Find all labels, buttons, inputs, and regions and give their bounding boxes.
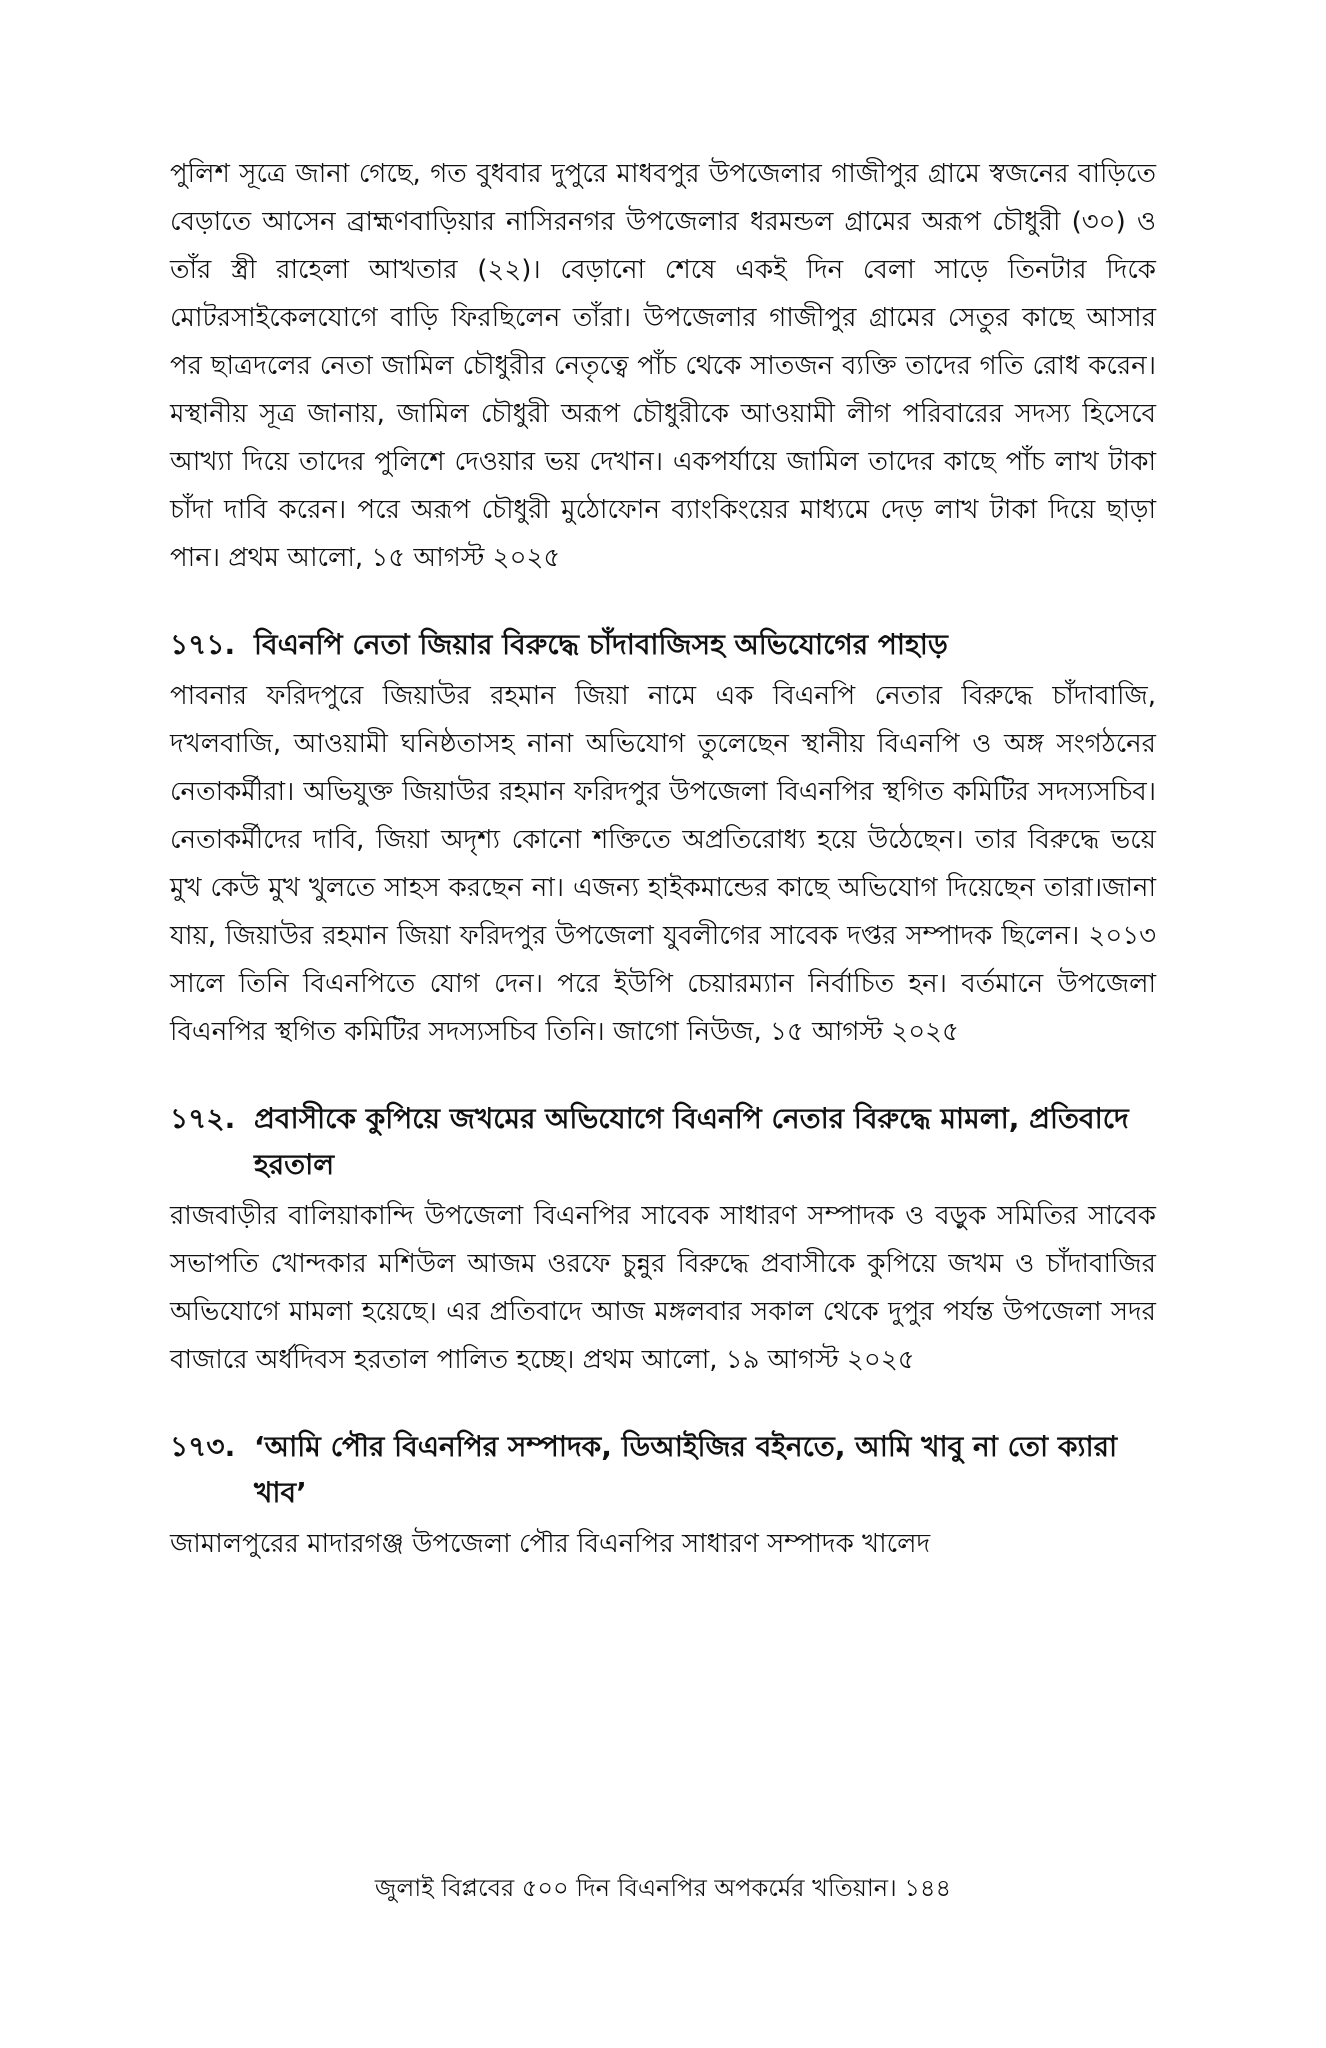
section-173 <box>170 1424 1156 1568</box>
section-number: ১৭১. <box>170 628 236 661</box>
section-body: জামালপুরের মাদারগঞ্জ উপজেলা পৌর বিএনপির সাধারণ সম্পাদক খালেদ <box>170 1529 931 1559</box>
section-172 <box>170 1096 1156 1384</box>
page-footer: জুলাই বিপ্লবের ৫০০ দিন বিএনপির অপকর্মের খতিয়ান। ১৪৪ <box>374 1874 952 1902</box>
section-171 <box>170 622 1156 1056</box>
section-heading <box>170 1424 1156 1516</box>
section-heading <box>170 1096 1156 1188</box>
section-title: বিএনপি নেতা জিয়ার বিরুদ্ধে চাঁদাবাজিসহ অভিযোগের পাহাড় <box>254 628 948 661</box>
section-body: রাজবাড়ীর বালিয়াকান্দি উপজেলা বিএনপির সাবেক সাধারণ সম্পাদক ও বড়ুক সমিতির সাবেক সভাপতি খোন্দকার মশিউল আজম ওরফে চুন্নুর বিরুদ্ধে প্রবাসীকে কুপিয়ে জখম ও চাঁদাবাজির অভিযোগে মামলা হয়েছে। এর প্রতিবাদে আজ মঙ্গলবার সকাল থেকে দুপুর পর্যন্ত উপজেলা সদর বাজারে অর্ধদিবস হরতাল পালিত হচ্ছে। প্রথম আলো, ১৯ আগস্ট ২০২৫ <box>170 1201 1156 1375</box>
section-number: ১৭৩. <box>170 1430 236 1463</box>
section-title: প্রবাসীকে কুপিয়ে জখমের অভিযোগে বিএনপি নেতার বিরুদ্ধে মামলা, প্রতিবাদে হরতাল <box>254 1102 1129 1181</box>
section-number: ১৭২. <box>170 1102 236 1135</box>
section-title: ‘আমি পৌর বিএনপির সম্পাদক, ডিআইজির বইনতে, আমি খাবু না তো ক্যারা খাব’ <box>254 1430 1118 1509</box>
intro-paragraph: পুলিশ সূত্রে জানা গেছে, গত বুধবার দুপুরে মাধবপুর উপজেলার গাজীপুর গ্রামে স্বজনের বাড়িতে বেড়াতে আসেন ব্রাহ্মণবাড়িয়ার নাসিরনগর উপজেলার ধরমন্ডল গ্রামের অরূপ চৌধুরী (৩০) ও তাঁর স্ত্রী রাহেলা আখতার (২২)। বেড়ানো শেষে একই দিন বেলা সাড়ে তিনটার দিকে মোটরসাইকেলযোগে বাড়ি ফিরছিলেন তাঁরা। উপজেলার গাজীপুর গ্রামের সেতুর কাছে আসার পর ছাত্রদলের নেতা জামিল চৌধুরীর নেতৃত্বে পাঁচ থেকে সাতজন ব্যক্তি তাদের গতি রোধ করেন। মস্থানীয় সূত্র জানায়, জামিল চৌধুরী অরূপ চৌধুরীকে আওয়ামী লীগ পরিবারের সদস্য হিসেবে আখ্যা দিয়ে তাদের পুলিশে দেওয়ার ভয় দেখান। একপর্যায়ে জামিল তাদের কাছে পাঁচ লাখ টাকা চাঁদা দাবি করেন। পরে অরূপ চৌধুরী মুঠোফোন ব্যাংকিংয়ের মাধ্যমে দেড় লাখ টাকা দিয়ে ছাড়া পান। প্রথম আলো, ১৫ আগস্ট ২০২৫ <box>170 159 1156 573</box>
section-heading <box>170 622 1156 668</box>
section-body: পাবনার ফরিদপুরে জিয়াউর রহমান জিয়া নামে এক বিএনপি নেতার বিরুদ্ধে চাঁদাবাজি, দখলবাজি, আওয়ামী ঘনিষ্ঠতাসহ নানা অভিযোগ তুলেছেন স্থানীয় বিএনপি ও অঙ্গ সংগঠনের নেতাকর্মীরা। অভিযুক্ত জিয়াউর রহমান ফরিদপুর উপজেলা বিএনপির স্থগিত কমিটির সদস্যসচিব। নেতাকর্মীদের দাবি, জিয়া অদৃশ্য কোনো শক্তিতে অপ্রতিরোধ্য হয়ে উঠেছেন। তার বিরুদ্ধে ভয়ে মুখ কেউ মুখ খুলতে সাহস করছেন না। এজন্য হাইকমান্ডের কাছে অভিযোগ দিয়েছেন তারা।জানা যায়, জিয়াউর রহমান জিয়া ফরিদপুর উপজেলা যুবলীগের সাবেক দপ্তর সম্পাদক ছিলেন। ২০১৩ সালে তিনি বিএনপিতে যোগ দেন। পরে ইউপি চেয়ারম্যান নির্বাচিত হন। বর্তমানে উপজেলা বিএনপির স্থগিত কমিটির সদস্যসচিব তিনি। জাগো নিউজ, ১৫ আগস্ট ২০২৫ <box>170 681 1156 1047</box>
